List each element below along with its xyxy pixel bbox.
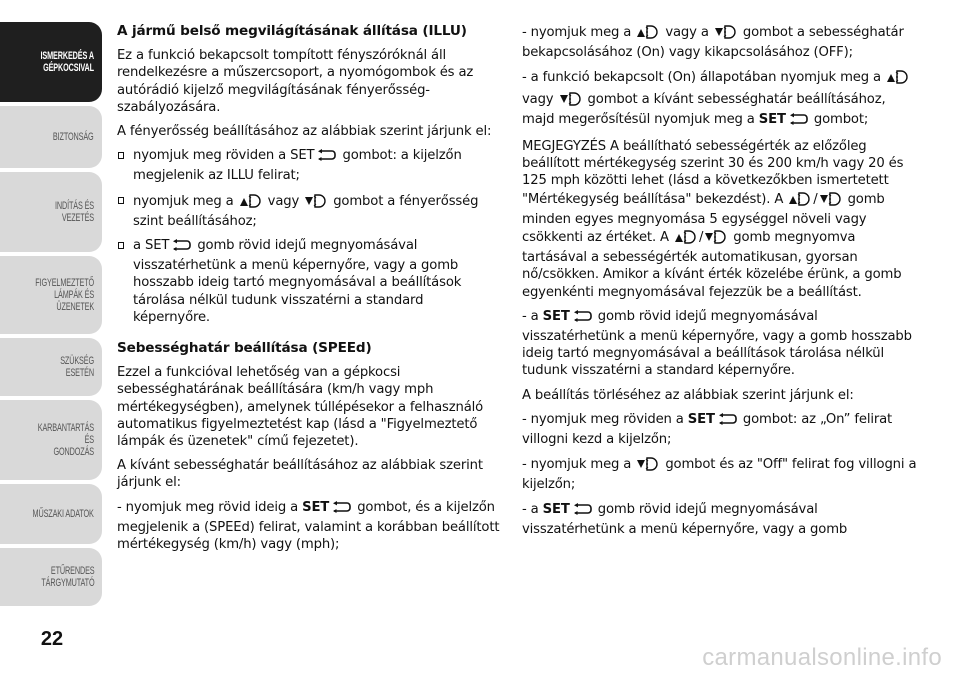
text: - a funkció bekapcsolt (On) állapotában nyomjuk meg a	[522, 70, 885, 86]
set-label: SET	[687, 411, 715, 427]
paragraph	[522, 411, 918, 448]
down-arrow-brightness-icon	[559, 90, 583, 111]
chapter-tabs	[0, 0, 104, 606]
text: vagy a	[661, 25, 713, 40]
paragraph	[522, 23, 918, 61]
text: gombot a fényerősség szint beállításához;	[133, 193, 479, 229]
text: vagy	[522, 91, 558, 107]
paragraph	[522, 68, 918, 131]
paragraph: A fényerősség beállításához az alábbiak szerint járjunk el:	[117, 124, 492, 140]
text: gomb rövid idejű megnyomásával visszatérhetünk a menü képernyőre, vagy a gomb	[522, 501, 848, 537]
text: /	[698, 230, 704, 246]
tab-label: FIGYELMEZTETŐ LÁMPÁK ÉS ÜZENETEK	[35, 277, 94, 313]
return-arrow-icon	[571, 309, 593, 328]
section-heading-speed: Sebességhatár beállítása (SPEEd)	[117, 340, 372, 357]
text: gombot: az „On” felirat villogni kezd a kijelzőn;	[522, 411, 893, 448]
down-arrow-brightness-icon	[304, 192, 328, 213]
note-paragraph	[522, 138, 918, 301]
text: gombot és az "Off" felirat fog villogni a kijelzőn;	[522, 457, 917, 493]
tab-biztonsag[interactable]	[0, 106, 102, 168]
tab-inditas[interactable]	[0, 172, 102, 252]
down-arrow-brightness-icon	[636, 455, 660, 476]
watermark: carmanualsonline.info	[702, 644, 942, 671]
down-arrow-brightness-icon	[819, 190, 843, 211]
text: - nyomjuk meg a	[522, 457, 636, 473]
paragraph: Ezzel a funkcióval lehetőség van a gépkocsi sebességhatárának beállítására (km/h vagy mph mértékegységben), amelynek túllépésekor a felhasználó automatikus figyelmeztetést kap (lásd a "Figyelmeztető lámpák és üzenetek" című fejezetet).	[117, 365, 484, 450]
return-arrow-icon	[330, 500, 352, 519]
tab-label: ETŰRENDES TÁRGYMUTATÓ	[40, 565, 94, 589]
text: - a	[522, 501, 543, 517]
set-label: SET	[302, 499, 330, 515]
return-arrow-icon	[716, 412, 738, 431]
text: vagy	[263, 193, 304, 209]
text: - nyomjuk meg rövid ideig a	[117, 499, 303, 515]
text: - nyomjuk meg röviden a	[522, 411, 688, 427]
list-item	[117, 192, 501, 230]
text: gombot a kívánt sebességhatár beállításához, majd megerősítésül nyomjuk meg a	[522, 91, 886, 127]
tab-targymutato[interactable]	[0, 548, 102, 606]
paragraph	[522, 308, 918, 380]
text: gomb minden egyes megnyomása 5 egységgel növeli vagy csökkenti az értéket. A	[522, 191, 885, 246]
set-label: SET	[542, 501, 570, 517]
section-heading-illu: A jármű belső megvilágításának állítása (ILLU)	[117, 23, 467, 39]
text: gombot;	[809, 111, 869, 127]
text: - nyomjuk meg a	[522, 25, 636, 40]
down-arrow-brightness-icon	[714, 23, 738, 44]
set-label: SET	[758, 111, 786, 127]
tab-figyelmezteto[interactable]	[0, 256, 102, 334]
down-arrow-brightness-icon	[704, 228, 728, 249]
left-column	[117, 23, 501, 560]
return-arrow-icon	[315, 148, 337, 167]
text: /	[813, 191, 818, 207]
tab-label: BIZTONSÁG	[53, 131, 94, 143]
page-number: 22	[40, 628, 64, 650]
text: - a	[522, 308, 543, 324]
tab-label: KARBANTARTÁS ÉS GONDOZÁS	[37, 422, 94, 458]
list-item	[117, 237, 501, 326]
list-item	[117, 147, 501, 184]
tab-ismerkedes[interactable]	[0, 22, 102, 102]
up-arrow-brightness-icon	[674, 228, 698, 249]
text: gomb megnyomva tartásával a sebességérték automatikusan, gyorsan nő/csökken. Amikor a kívánt érték közelébe érünk, a gomb egyenkénti megnyomásával fejezzük be a beállítást.	[522, 230, 902, 300]
up-arrow-brightness-icon	[239, 192, 263, 213]
tab-muszaki[interactable]	[0, 484, 102, 544]
tab-label: MŰSZAKI ADATOK	[32, 508, 94, 520]
paragraph: A kívánt sebességhatár beállításához az alábbiak szerint járjunk el:	[117, 458, 483, 491]
return-arrow-icon	[170, 238, 192, 257]
paragraph	[522, 501, 918, 538]
up-arrow-brightness-icon	[636, 23, 660, 44]
tab-szukseg[interactable]	[0, 338, 102, 396]
up-arrow-brightness-icon	[886, 68, 910, 89]
paragraph: A beállítás törléséhez az alábbiak szerint járjunk el:	[522, 387, 854, 403]
paragraph	[117, 499, 501, 554]
tab-label: SZÜKSÉG ESETÉN	[60, 355, 94, 379]
paragraph	[522, 455, 918, 493]
text: gomb rövid idejű megnyomásával visszatérhetünk a menü képernyőre, vagy a gomb hosszabb ideig tartó megnyomásával a beállítások tárolása nélkül tudunk visszatérni a standard képernyőre.	[522, 308, 912, 379]
paragraph: Ez a funkció bekapcsolt tompított fényszóróknál áll rendelkezésre a műszercsoport, a nyomógombok és az autórádió kijelző megvilágításának fényerősség-szabályozására.	[117, 48, 474, 115]
tab-label: ISMERKEDÉS A GÉPKOCSIVAL	[40, 50, 94, 74]
text: gomb rövid idejű megnyomásával visszatérhetünk a menü képernyőre, vagy a gomb hosszabb ideig tartó megnyomásával a beállítások tárolása nélkül tudunk visszatérni a standard képernyőre.	[133, 238, 462, 325]
instruction-list	[117, 147, 501, 326]
text: nyomjuk meg a	[133, 193, 238, 209]
text: MEGJEGYZÉS A beállítható sebességérték az előzőleg beállított mértékegység szerint 30 és 200 km/h vagy 20 és 125 mph közötti lehet (lásd a következőkben ismertetett "Mértékegység beállítása" bekezdést). A	[522, 139, 904, 207]
tab-karbantartas[interactable]	[0, 400, 102, 480]
text: gombot, és a kijelzőn megjelenik a (SPEEd) felirat, valamint a korábban beállított mértékegység (km/h) vagy (mph);	[117, 499, 500, 553]
text: nyomjuk meg röviden a SET	[133, 148, 315, 164]
text: gombot a sebességhatár bekapcsolásához (On) vagy kikapcsolásához (OFF);	[522, 25, 904, 61]
return-arrow-icon	[571, 502, 593, 521]
text: gombot: a kijelzőn megjelenik az ILLU felirat;	[133, 148, 462, 184]
set-label: SET	[542, 308, 570, 324]
tab-label: INDÍTÁS ÉS VEZETÉS	[54, 200, 94, 224]
up-arrow-brightness-icon	[788, 190, 812, 211]
right-column	[522, 23, 918, 545]
return-arrow-icon	[787, 112, 809, 131]
text: a SET	[133, 238, 170, 254]
